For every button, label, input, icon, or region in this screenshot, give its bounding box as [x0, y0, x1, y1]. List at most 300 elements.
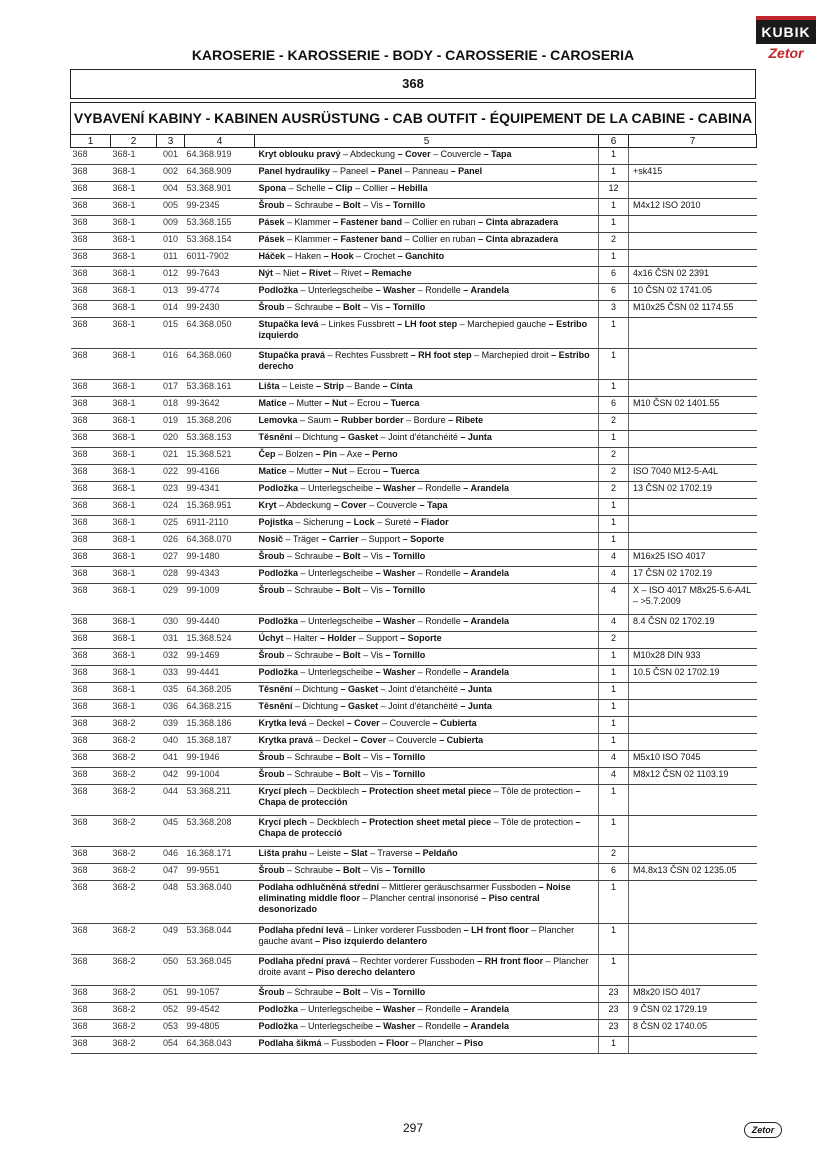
part-number-cell: 6011-7902	[185, 250, 255, 267]
description-segment: Pojistka	[258, 517, 294, 527]
part-number-cell: 99-2345	[185, 199, 255, 216]
description-segment: – Cinta	[380, 381, 413, 391]
note-cell	[629, 516, 757, 533]
description-cell	[255, 482, 599, 499]
quantity-cell: 1	[599, 148, 629, 165]
note-cell: 17 ČSN 02 1702.19	[629, 567, 757, 584]
quantity-cell: 1	[599, 250, 629, 267]
description-segment: Těsnění	[258, 432, 293, 442]
description-segment: – Soporte	[400, 534, 445, 544]
description-segment: Podložka	[258, 483, 299, 493]
column-header: 1	[71, 135, 111, 148]
description-segment: – Ribete	[445, 415, 484, 425]
note-cell	[629, 632, 757, 649]
description-segment: Stupačka pravá	[258, 350, 326, 360]
position-cell: 044	[157, 785, 185, 816]
description-segment: – Chapa de protección	[258, 786, 581, 807]
description-cell	[255, 148, 599, 165]
description-cell	[255, 349, 599, 380]
description-segment: – Lock	[343, 517, 375, 527]
description-segment: Lišta prahu	[258, 848, 308, 858]
description-segment: – Tuerca	[380, 398, 420, 408]
group-cell: 368	[71, 516, 111, 533]
group-cell: 368	[71, 250, 111, 267]
table-row	[71, 380, 757, 397]
description-segment: Pásek	[258, 234, 285, 244]
description-segment: – Bolt	[333, 200, 361, 210]
part-number-cell: 53.368.040	[185, 881, 255, 924]
parts-table	[70, 134, 757, 1054]
description-segment: Krytka pravá	[258, 735, 314, 745]
note-cell: M4.8x13 ČSN 02 1235.05	[629, 864, 757, 881]
figure-cell: 368-1	[111, 284, 157, 301]
note-cell	[629, 318, 757, 349]
group-cell: 368	[71, 734, 111, 751]
position-cell: 025	[157, 516, 185, 533]
quantity-cell: 6	[599, 397, 629, 414]
description-segment: – Fastener band	[330, 234, 403, 244]
description-cell	[255, 683, 599, 700]
description-segment: Matice	[258, 398, 287, 408]
note-cell	[629, 250, 757, 267]
figure-cell: 368-1	[111, 250, 157, 267]
part-number-cell: 15.368.524	[185, 632, 255, 649]
note-cell: ISO 7040 M12-5-A4L	[629, 465, 757, 482]
table-row	[71, 734, 757, 751]
quantity-cell: 1	[599, 165, 629, 182]
group-number: 368	[70, 69, 756, 99]
table-row	[71, 924, 757, 955]
table-row	[71, 301, 757, 318]
figure-cell: 368-1	[111, 516, 157, 533]
description-cell	[255, 465, 599, 482]
description-segment: – Leiste	[307, 848, 342, 858]
figure-cell: 368-2	[111, 751, 157, 768]
note-cell	[629, 683, 757, 700]
figure-cell: 368-1	[111, 148, 157, 165]
description-segment: – Arandela	[460, 1004, 509, 1014]
position-cell: 012	[157, 267, 185, 284]
part-number-cell: 64.368.060	[185, 349, 255, 380]
part-number-cell: 64.368.070	[185, 533, 255, 550]
quantity-cell: 1	[599, 499, 629, 516]
description-segment: – Rondelle	[415, 1021, 461, 1031]
description-segment: – Niet	[273, 268, 300, 278]
description-segment: – Tornillo	[382, 585, 426, 595]
description-segment: – Unterlegscheibe	[298, 616, 374, 626]
description-segment: – Carrier	[319, 534, 359, 544]
description-segment: – Dichtung	[292, 684, 339, 694]
description-cell	[255, 1037, 599, 1054]
description-segment: – Cover	[395, 149, 431, 159]
figure-cell: 368-1	[111, 649, 157, 666]
position-cell: 032	[157, 649, 185, 666]
group-cell: 368	[71, 448, 111, 465]
description-segment: – Tornillo	[382, 302, 426, 312]
table-row	[71, 700, 757, 717]
description-segment: Podlaha odhlučněná střední	[258, 882, 380, 892]
note-cell: M8x20 ISO 4017	[629, 986, 757, 1003]
description-segment: – Bolt	[333, 585, 361, 595]
description-cell	[255, 216, 599, 233]
quantity-cell: 23	[599, 1003, 629, 1020]
table-row	[71, 666, 757, 683]
description-segment: – Clip	[325, 183, 353, 193]
description-segment: Šroub	[258, 551, 285, 561]
quantity-cell: 1	[599, 1037, 629, 1054]
position-cell: 014	[157, 301, 185, 318]
part-number-cell: 99-1009	[185, 584, 255, 615]
group-cell: 368	[71, 584, 111, 615]
description-cell	[255, 250, 599, 267]
part-number-cell: 99-1057	[185, 986, 255, 1003]
description-segment: – Peldaño	[412, 848, 458, 858]
description-cell	[255, 414, 599, 431]
position-cell: 009	[157, 216, 185, 233]
table-row	[71, 615, 757, 632]
description-segment: – Bolt	[333, 752, 361, 762]
table-row	[71, 414, 757, 431]
group-cell: 368	[71, 148, 111, 165]
group-cell: 368	[71, 751, 111, 768]
note-cell: M10x25 ČSN 02 1174.55	[629, 301, 757, 318]
description-segment: – Vis	[360, 302, 383, 312]
description-segment: – Leiste	[279, 381, 314, 391]
quantity-cell: 1	[599, 717, 629, 734]
part-number-cell: 99-3642	[185, 397, 255, 414]
table-row	[71, 717, 757, 734]
table-row	[71, 267, 757, 284]
description-segment: – Junta	[457, 701, 492, 711]
group-cell: 368	[71, 847, 111, 864]
description-segment: – Washer	[373, 568, 416, 578]
description-segment: – Estribo izquierdo	[258, 319, 588, 340]
group-cell: 368	[71, 924, 111, 955]
quantity-cell: 23	[599, 1020, 629, 1037]
group-cell: 368	[71, 567, 111, 584]
description-segment: Krycí plech	[258, 786, 308, 796]
position-cell: 028	[157, 567, 185, 584]
description-segment: Krycí plech	[258, 817, 308, 827]
quantity-cell: 4	[599, 751, 629, 768]
description-segment: – Rondelle	[415, 616, 461, 626]
part-number-cell: 15.368.951	[185, 499, 255, 516]
table-row	[71, 955, 757, 986]
position-cell: 040	[157, 734, 185, 751]
note-cell	[629, 955, 757, 986]
description-segment: – Estribo derecho	[258, 350, 590, 371]
description-segment: Nýt	[258, 268, 274, 278]
figure-cell: 368-1	[111, 431, 157, 448]
table-row	[71, 250, 757, 267]
part-number-cell: 99-2430	[185, 301, 255, 318]
figure-cell: 368-1	[111, 567, 157, 584]
part-number-cell: 64.368.215	[185, 700, 255, 717]
description-segment: – Junta	[457, 684, 492, 694]
part-number-cell: 15.368.186	[185, 717, 255, 734]
description-segment: – Mutter	[286, 398, 323, 408]
description-cell	[255, 615, 599, 632]
kubik-logo-text: KUBIK	[756, 16, 816, 44]
description-segment: – Unterlegscheibe	[298, 483, 374, 493]
description-cell	[255, 955, 599, 986]
description-segment: – Nut	[322, 398, 348, 408]
table-row	[71, 199, 757, 216]
description-segment: – Collier en ruban	[402, 234, 476, 244]
description-segment: – Plancher	[408, 1038, 455, 1048]
figure-cell: 368-1	[111, 216, 157, 233]
note-cell	[629, 1037, 757, 1054]
table-row	[71, 397, 757, 414]
table-row	[71, 148, 757, 165]
description-segment: – Arandela	[460, 568, 509, 578]
figure-cell: 368-2	[111, 734, 157, 751]
note-cell	[629, 924, 757, 955]
description-segment: – Panneau	[402, 166, 449, 176]
description-segment: Lišta	[258, 381, 280, 391]
description-segment: Čep	[258, 449, 276, 459]
description-segment: – Klammer	[284, 217, 331, 227]
quantity-cell: 1	[599, 683, 629, 700]
description-segment: – Schraube	[284, 769, 334, 779]
note-cell	[629, 785, 757, 816]
position-cell: 022	[157, 465, 185, 482]
group-cell: 368	[71, 768, 111, 785]
description-cell	[255, 550, 599, 567]
note-cell: 8 ČSN 02 1740.05	[629, 1020, 757, 1037]
description-segment: – Dichtung	[292, 432, 339, 442]
part-number-cell: 99-4805	[185, 1020, 255, 1037]
description-segment: – Mittlerer geräuschsarmer Fussboden	[379, 882, 537, 892]
description-segment: – Schraube	[284, 551, 334, 561]
description-segment: – Deckblech	[307, 786, 360, 796]
part-number-cell: 99-4166	[185, 465, 255, 482]
table-row	[71, 499, 757, 516]
part-number-cell: 64.368.909	[185, 165, 255, 182]
part-number-cell: 53.368.901	[185, 182, 255, 199]
quantity-cell: 2	[599, 482, 629, 499]
note-cell: 10.5 ČSN 02 1702.19	[629, 666, 757, 683]
group-cell: 368	[71, 182, 111, 199]
figure-cell: 368-1	[111, 666, 157, 683]
description-cell	[255, 199, 599, 216]
table-row	[71, 284, 757, 301]
quantity-cell: 6	[599, 267, 629, 284]
description-segment: – Bordure	[403, 415, 446, 425]
description-cell	[255, 267, 599, 284]
description-segment: – Axe	[337, 449, 363, 459]
description-segment: – Washer	[373, 483, 416, 493]
part-number-cell: 99-9551	[185, 864, 255, 881]
part-number-cell: 64.368.919	[185, 148, 255, 165]
figure-cell: 368-1	[111, 199, 157, 216]
position-cell: 002	[157, 165, 185, 182]
description-segment: – Vis	[360, 200, 383, 210]
description-segment: – Arandela	[460, 616, 509, 626]
description-segment: – Couvercle	[379, 718, 431, 728]
table-row	[71, 182, 757, 199]
quantity-cell: 1	[599, 734, 629, 751]
description-cell	[255, 986, 599, 1003]
table-row	[71, 533, 757, 550]
description-segment: Šroub	[258, 650, 285, 660]
description-segment: – Sureté	[374, 517, 412, 527]
quantity-cell: 1	[599, 955, 629, 986]
position-cell: 033	[157, 666, 185, 683]
description-segment: – Soporte	[397, 633, 442, 643]
description-segment: – Vis	[360, 585, 383, 595]
description-cell	[255, 785, 599, 816]
part-number-cell: 53.368.044	[185, 924, 255, 955]
figure-cell: 368-2	[111, 847, 157, 864]
description-segment: – Rondelle	[415, 667, 461, 677]
note-cell: 4x16 ČSN 02 2391	[629, 267, 757, 284]
description-segment: – Linkes Fussbrett	[318, 319, 395, 329]
description-segment: – Schraube	[284, 987, 334, 997]
description-segment: – Fiador	[411, 517, 449, 527]
group-cell: 368	[71, 380, 111, 397]
group-cell: 368	[71, 864, 111, 881]
description-segment: – Hebilla	[388, 183, 428, 193]
description-segment: – Arandela	[460, 1021, 509, 1031]
description-segment: – Couvercle	[366, 500, 418, 510]
table-row	[71, 165, 757, 182]
description-segment: – Collier	[352, 183, 389, 193]
description-segment: – Bande	[344, 381, 381, 391]
part-number-cell: 16.368.171	[185, 847, 255, 864]
description-segment: – Strip	[313, 381, 345, 391]
description-segment: Podložka	[258, 616, 299, 626]
description-segment: – Panel	[368, 166, 403, 176]
description-segment: – Bolzen	[275, 449, 314, 459]
note-cell	[629, 448, 757, 465]
column-header: 2	[111, 135, 157, 148]
description-segment: – Rivet	[331, 268, 362, 278]
table-row	[71, 881, 757, 924]
group-cell: 368	[71, 482, 111, 499]
figure-cell: 368-1	[111, 700, 157, 717]
group-cell: 368	[71, 986, 111, 1003]
position-cell: 018	[157, 397, 185, 414]
note-cell	[629, 533, 757, 550]
position-cell: 036	[157, 700, 185, 717]
description-segment: – Rubber border	[331, 415, 404, 425]
table-row	[71, 1003, 757, 1020]
position-cell: 053	[157, 1020, 185, 1037]
part-number-cell: 53.368.155	[185, 216, 255, 233]
description-cell	[255, 165, 599, 182]
description-segment: – RH front floor	[474, 956, 544, 966]
position-cell: 004	[157, 182, 185, 199]
group-cell: 368	[71, 216, 111, 233]
position-cell: 047	[157, 864, 185, 881]
description-segment: – Ecrou	[347, 466, 381, 476]
page-number: 297	[402, 1121, 424, 1135]
position-cell: 001	[157, 148, 185, 165]
group-cell: 368	[71, 550, 111, 567]
table-row	[71, 516, 757, 533]
description-cell	[255, 301, 599, 318]
quantity-cell: 1	[599, 431, 629, 448]
position-cell: 021	[157, 448, 185, 465]
figure-cell: 368-1	[111, 499, 157, 516]
description-cell	[255, 649, 599, 666]
group-cell: 368	[71, 349, 111, 380]
group-cell: 368	[71, 318, 111, 349]
group-cell: 368	[71, 499, 111, 516]
description-segment: – Vis	[360, 987, 383, 997]
table-row	[71, 1037, 757, 1054]
description-segment: – Perno	[362, 449, 398, 459]
quantity-cell: 3	[599, 301, 629, 318]
description-cell	[255, 666, 599, 683]
position-cell: 027	[157, 550, 185, 567]
description-segment: – Rondelle	[415, 1004, 461, 1014]
description-segment: Podložka	[258, 1004, 299, 1014]
description-segment: – Abdeckung	[340, 149, 396, 159]
figure-cell: 368-2	[111, 1003, 157, 1020]
position-cell: 020	[157, 431, 185, 448]
description-segment: Šroub	[258, 752, 285, 762]
group-cell: 368	[71, 1037, 111, 1054]
figure-cell: 368-1	[111, 414, 157, 431]
description-segment: Krytka levá	[258, 718, 307, 728]
description-segment: – Deckel	[313, 735, 351, 745]
description-segment: Šroub	[258, 987, 285, 997]
description-segment: – Piso	[454, 1038, 484, 1048]
note-cell	[629, 816, 757, 847]
group-cell: 368	[71, 785, 111, 816]
description-segment: – Haken	[285, 251, 322, 261]
description-segment: – Bolt	[333, 865, 361, 875]
description-segment: – Träger	[283, 534, 320, 544]
description-segment: – Tornillo	[382, 200, 426, 210]
description-segment: – Bolt	[333, 769, 361, 779]
figure-cell: 368-2	[111, 785, 157, 816]
description-segment: Kryt	[258, 500, 277, 510]
quantity-cell: 2	[599, 448, 629, 465]
position-cell: 050	[157, 955, 185, 986]
quantity-cell: 23	[599, 986, 629, 1003]
table-row	[71, 751, 757, 768]
group-cell: 368	[71, 666, 111, 683]
part-number-cell: 6911-2110	[185, 516, 255, 533]
description-segment: – Schraube	[284, 200, 334, 210]
group-cell: 368	[71, 431, 111, 448]
table-row	[71, 785, 757, 816]
figure-cell: 368-2	[111, 1020, 157, 1037]
figure-cell: 368-1	[111, 165, 157, 182]
description-segment: – Bolt	[333, 987, 361, 997]
description-cell	[255, 233, 599, 250]
quantity-cell: 2	[599, 632, 629, 649]
zetor-logo-text: Zetor	[768, 45, 804, 61]
description-segment: – Arandela	[460, 667, 509, 677]
description-segment: – Cover	[331, 500, 367, 510]
position-cell: 035	[157, 683, 185, 700]
group-cell: 368	[71, 199, 111, 216]
part-number-cell: 99-4774	[185, 284, 255, 301]
description-segment: – Washer	[373, 616, 416, 626]
note-cell: X – ISO 4017 M8x25-5.6-A4L – >5.7.2009	[629, 584, 757, 615]
position-cell: 048	[157, 881, 185, 924]
description-segment: – Cubierta	[430, 718, 477, 728]
description-segment: – Bolt	[333, 650, 361, 660]
figure-cell: 368-1	[111, 233, 157, 250]
note-cell: 8.4 ČSN 02 1702.19	[629, 615, 757, 632]
description-cell	[255, 533, 599, 550]
description-segment: Šroub	[258, 200, 285, 210]
